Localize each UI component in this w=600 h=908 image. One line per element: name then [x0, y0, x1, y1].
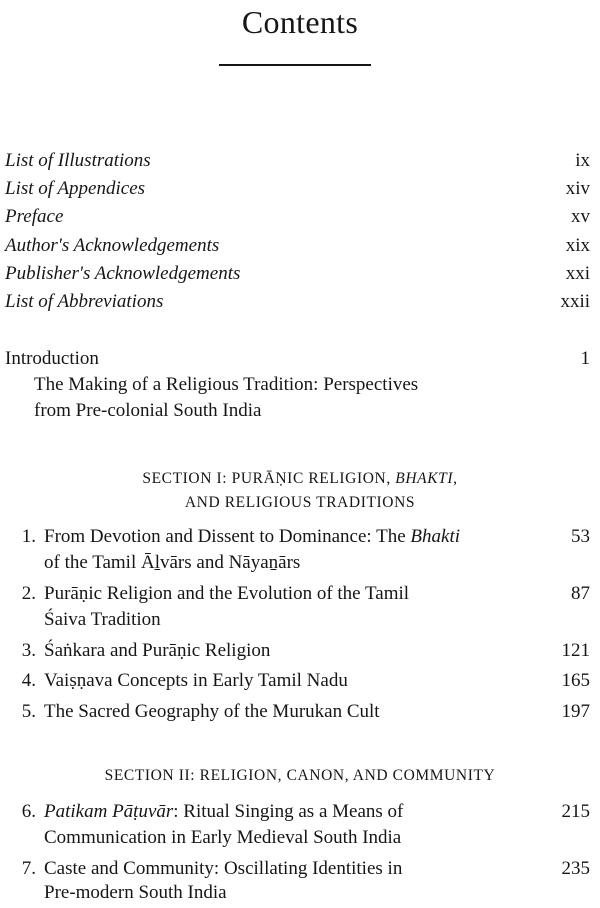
- toc-entry-page: 215: [561, 801, 590, 822]
- toc-entry-page: 165: [561, 670, 590, 691]
- toc-entry-label: List of Illustrations: [5, 150, 151, 171]
- toc-entry-page: xix: [565, 235, 590, 256]
- chapter-number: 7.: [21, 858, 36, 879]
- contents-page: Contents List of Illustrations ix List of Appendices xiv Preface xv Author's Acknowledgements xix Publisher's Acknowledgements xxi List of Abbreviations xxii Introduction 1 The Making of a Religious Tradition: Perspectives from Pre-colonial South India SECTION I: PURĀṆIC RELIGION, BHAKTI, AND RELIGIOUS TRADITIONS 1. From Devotion and Dissent to Dominance: The Bhakti 53 of the Tamil Āḻvārs and Nāyaṉārs 2. Purāṇic Religion and the Evolution of the Tamil 87 Śaiva Tradition 3. Śaṅkara and Purāṇic Religion 121 4. Vaiṣṇava Concepts in Early Tamil Nadu 165 5. The Sacred Geography of the Murukan Cult 197 SECTION II: RELIGION, CANON, AND COMMUNITY 6. Patikam Pāṭuvār: Ritual Singing as a Means of 215 Communication in Early Medieval South India 7. Caste and Community: Oscillating Identities in 235 Pre-modern South India: [0, 0, 600, 908]
- section-2-heading: SECTION II: RELIGION, CANON, AND COMMUNITY: [104, 767, 496, 784]
- toc-entry-label: Introduction: [5, 348, 99, 369]
- toc-entry-page: 197: [561, 701, 590, 722]
- section-1-heading-line-1: SECTION I: PURĀṆIC RELIGION, BHAKTI,: [142, 470, 458, 487]
- toc-entry-label: Caste and Community: Oscillating Identities in: [44, 858, 403, 879]
- toc-entry-label: Śaṅkara and Purāṇic Religion: [44, 640, 271, 661]
- toc-entry-label: Purāṇic Religion and the Evolution of the Tamil: [44, 583, 410, 604]
- toc-entry-page: xv: [571, 206, 590, 227]
- chapter-number: 6.: [21, 801, 36, 822]
- chapter-number: 2.: [21, 583, 36, 604]
- chapter-number: 5.: [21, 701, 36, 722]
- chapter-number: 3.: [21, 640, 36, 661]
- toc-entry-page: xxi: [565, 263, 590, 284]
- toc-entry-label: From Devotion and Dissent to Dominance: The Bhakti: [44, 526, 461, 547]
- toc-entry-label: List of Appendices: [5, 178, 146, 199]
- toc-entry-label: The Sacred Geography of the Murukan Cult: [44, 701, 380, 722]
- page-title: Contents: [241, 4, 359, 40]
- toc-entry-page: 121: [561, 640, 590, 661]
- chapter-number: 1.: [21, 526, 36, 547]
- toc-entry-label: Publisher's Acknowledgements: [5, 263, 241, 284]
- toc-entry-page: 87: [571, 583, 590, 604]
- section-1-heading-line-2: AND RELIGIOUS TRADITIONS: [184, 494, 416, 511]
- toc-entry-page: xiv: [565, 178, 590, 199]
- toc-entry-label: List of Abbreviations: [5, 291, 164, 312]
- toc-entry-page: xxii: [560, 291, 590, 312]
- toc-entry-label: Preface: [5, 206, 64, 227]
- toc-entry-page: 235: [561, 858, 590, 879]
- toc-entry-label: Vaiṣṇava Concepts in Early Tamil Nadu: [44, 670, 348, 691]
- toc-entry-page: 1: [580, 348, 590, 369]
- toc-entry-page: 53: [571, 526, 590, 547]
- toc-entry-page: ix: [575, 150, 590, 171]
- title-rule: [219, 64, 371, 66]
- toc-entry-label: Patikam Pāṭuvār: Ritual Singing as a Means of: [44, 801, 404, 822]
- toc-entry-label: Author's Acknowledgements: [5, 235, 220, 256]
- chapter-number: 4.: [21, 670, 36, 691]
